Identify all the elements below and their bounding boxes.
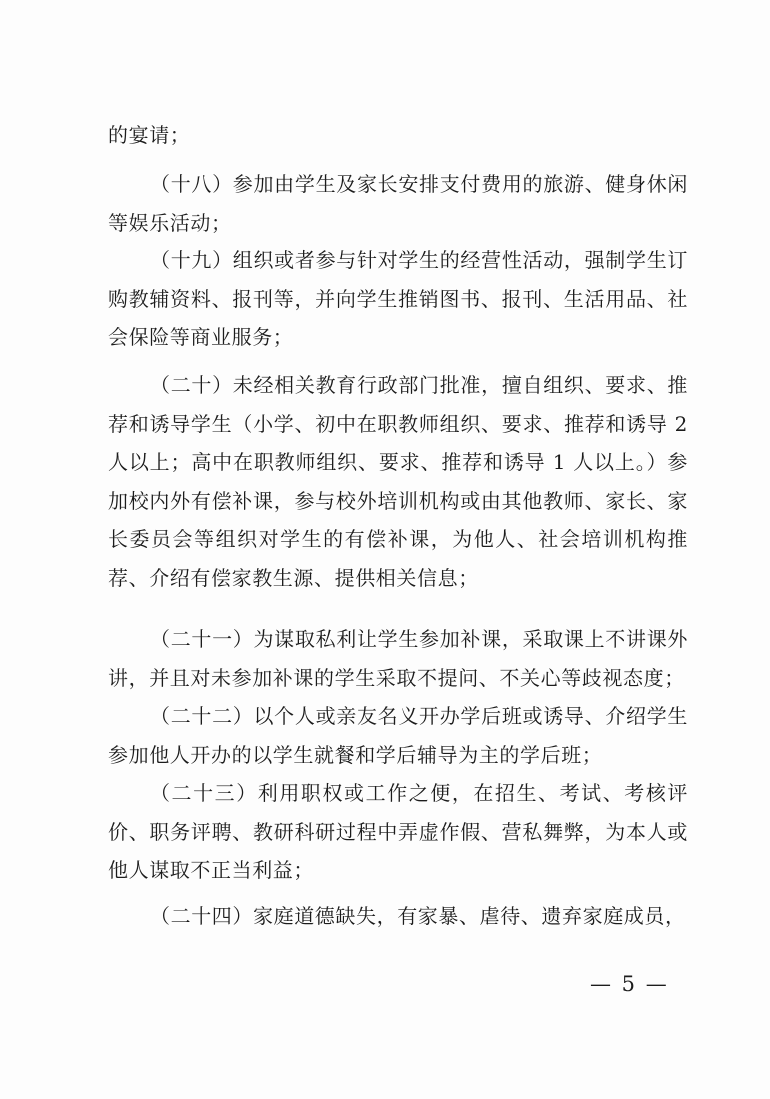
paragraph-item-21: （二十一）为谋取私利让学生参加补课，采取课上不讲课外讲，并且对未参加补课的学生采取不提问、不关心等歧视态度； (108, 627, 688, 690)
paragraph-continuation: 的宴请； (108, 123, 191, 147)
paragraph-item-23: （二十三）利用职权或工作之便，在招生、考试、考核评价、职务评聘、教研科研过程中弄虚作假、营私舞弊，为本人或他人谋取不正当利益； (108, 781, 688, 882)
paragraph-item-24: （二十四）家庭道德缺失，有家暴、虐待、遗弃家庭成员， (150, 904, 686, 928)
paragraph-item-19: （十九）组织或者参与针对学生的经营性活动，强制学生订购教辅资料、报刊等，并向学生推销图书、报刊、生活用品、社会保险等商业服务； (108, 248, 688, 349)
paragraph-item-22: （二十二）以个人或亲友名义开办学后班或诱导、介绍学生参加他人开办的以学生就餐和学后辅导为主的学后班； (108, 704, 688, 767)
page-number: — 5 — (590, 972, 669, 996)
paragraph-item-18: （十八）参加由学生及家长安排支付费用的旅游、健身休闲等娱乐活动； (108, 172, 688, 235)
paragraph-item-20: （二十）未经相关教育行政部门批准，擅自组织、要求、推荐和诱导学生（小学、初中在职教师组织、要求、推荐和诱导 2 人以上；高中在职教师组织、要求、推荐和诱导 1 人以上。）参加校内外有偿补课，参与校外培训机构或由其他教师、家长、家长委员会等组织对学生的有偿补课，为他人、社会培训机构推荐、介绍有偿家教生源、提供相关信息； (108, 373, 688, 590)
